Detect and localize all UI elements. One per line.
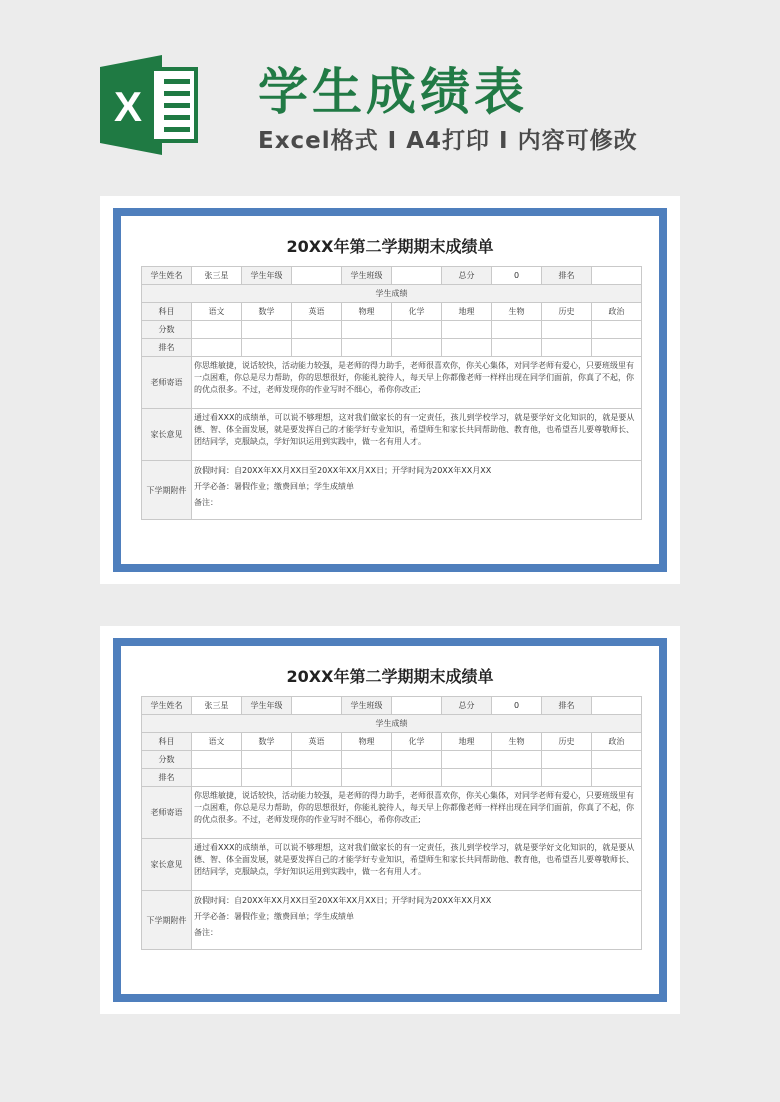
- attach-notes[interactable]: [192, 891, 642, 950]
- subject-row: [142, 303, 642, 321]
- page-subtitle: Excel格式 I A4打印 I 内容可修改: [258, 128, 638, 154]
- page-title: 学生成绩表: [258, 63, 528, 121]
- sheet-border: [113, 638, 667, 1002]
- rank-label: 排名: [542, 267, 592, 285]
- name-label: 学生姓名: [142, 267, 192, 285]
- subject-cell: 历史: [542, 733, 592, 751]
- score-cell[interactable]: [192, 321, 242, 339]
- subject-cell: 生物: [492, 303, 542, 321]
- class-value[interactable]: [392, 267, 442, 285]
- rank-value[interactable]: [592, 697, 642, 715]
- rank-cell[interactable]: [292, 339, 342, 357]
- teacher-label: 老师寄语: [142, 357, 192, 409]
- subject-cell: 数学: [242, 733, 292, 751]
- name-label: 学生姓名: [142, 697, 192, 715]
- logo-letter: X: [113, 83, 143, 130]
- subject-label: 科目: [142, 303, 192, 321]
- sheet-border: [113, 208, 667, 572]
- score-cell[interactable]: [342, 321, 392, 339]
- name-value[interactable]: 张三星: [192, 267, 242, 285]
- attach-row: [142, 461, 642, 520]
- attach-label: 下学期附件: [142, 461, 192, 520]
- subject-cell: 物理: [342, 303, 392, 321]
- excel-icon: [100, 55, 198, 155]
- rank-cell[interactable]: [192, 769, 242, 787]
- rank-cell[interactable]: [542, 769, 592, 787]
- rank-row-label: 排名: [142, 339, 192, 357]
- subject-cell: 英语: [292, 303, 342, 321]
- rank-cell[interactable]: [492, 769, 542, 787]
- parent-label: 家长意见: [142, 839, 192, 891]
- total-value[interactable]: 0: [492, 267, 542, 285]
- score-cell[interactable]: [442, 321, 492, 339]
- subject-cell: 英语: [292, 733, 342, 751]
- subject-cell: 语文: [192, 733, 242, 751]
- subject-cell: 历史: [542, 303, 592, 321]
- score-row-label: 分数: [142, 321, 192, 339]
- scores-header: 学生成绩: [142, 285, 642, 303]
- sheet-body: [121, 216, 659, 564]
- subject-cell: 地理: [442, 303, 492, 321]
- rank-row: [142, 769, 642, 787]
- header: [0, 0, 780, 190]
- subject-label: 科目: [142, 733, 192, 751]
- score-cell[interactable]: [242, 321, 292, 339]
- score-cell[interactable]: [492, 751, 542, 769]
- total-label: 总分: [442, 697, 492, 715]
- grade-label: 学生年级: [242, 267, 292, 285]
- rank-cell[interactable]: [292, 769, 342, 787]
- score-cell[interactable]: [192, 751, 242, 769]
- parent-comment[interactable]: 通过看XXX的成绩单，可以说不够理想，这对我们做家长的有一定责任，孩儿到学校学习，就是要学好文化知识的，就是要从德、智、体全面发展，就是要发挥自己的才能学好专业知识，希望师生和家长共同帮助他、教育他，也希望吾儿要尊敬师长、团结同学，克服缺点，学好知识运用到实践中，做一名有用人才。: [192, 839, 642, 891]
- grade-value[interactable]: [292, 697, 342, 715]
- teacher-row: [142, 787, 642, 839]
- class-value[interactable]: [392, 697, 442, 715]
- subject-cell: 生物: [492, 733, 542, 751]
- grade-label: 学生年级: [242, 697, 292, 715]
- rank-label: 排名: [542, 697, 592, 715]
- rank-cell[interactable]: [442, 339, 492, 357]
- subject-cell: 化学: [392, 303, 442, 321]
- rank-cell[interactable]: [392, 769, 442, 787]
- sheet-title: 20XX年第二学期期末成绩单: [286, 237, 494, 256]
- class-label: 学生班级: [342, 267, 392, 285]
- remark-note: 备注：: [194, 928, 218, 937]
- score-cell[interactable]: [592, 321, 642, 339]
- info-row: [142, 267, 642, 285]
- rank-cell[interactable]: [242, 769, 292, 787]
- sheet-page-1: [100, 196, 680, 584]
- rank-cell[interactable]: [342, 769, 392, 787]
- score-cell[interactable]: [592, 751, 642, 769]
- subject-cell: 政治: [592, 733, 642, 751]
- holiday-note: 放假时间：自20XX年XX月XX日至20XX年XX月XX日；开学时间为20XX年XX月XX: [194, 466, 492, 475]
- class-label: 学生班级: [342, 697, 392, 715]
- attach-notes[interactable]: [192, 461, 642, 520]
- remark-note: 备注：: [194, 498, 218, 507]
- scores-header: 学生成绩: [142, 715, 642, 733]
- attach-label: 下学期附件: [142, 891, 192, 950]
- score-cell[interactable]: [292, 751, 342, 769]
- parent-row: [142, 409, 642, 461]
- grade-table: [141, 696, 642, 950]
- total-label: 总分: [442, 267, 492, 285]
- score-cell[interactable]: [442, 751, 492, 769]
- rank-cell[interactable]: [592, 769, 642, 787]
- subject-cell: 语文: [192, 303, 242, 321]
- score-cell[interactable]: [392, 751, 442, 769]
- score-cell[interactable]: [392, 321, 442, 339]
- score-row: [142, 321, 642, 339]
- rank-cell[interactable]: [492, 339, 542, 357]
- score-cell[interactable]: [492, 321, 542, 339]
- score-cell[interactable]: [292, 321, 342, 339]
- parent-comment[interactable]: 通过看XXX的成绩单，可以说不够理想，这对我们做家长的有一定责任，孩儿到学校学习，就是要学好文化知识的，就是要从德、智、体全面发展，就是要发挥自己的才能学好专业知识，希望师生和家长共同帮助他、教育他，也希望吾儿要尊敬师长、团结同学，克服缺点，学好知识运用到实践中，做一名有用人才。: [192, 409, 642, 461]
- parent-row: [142, 839, 642, 891]
- rank-cell[interactable]: [542, 339, 592, 357]
- subject-cell: 化学: [392, 733, 442, 751]
- rank-row: [142, 339, 642, 357]
- rank-cell[interactable]: [392, 339, 442, 357]
- attach-row: [142, 891, 642, 950]
- sheet-page-2: [100, 626, 680, 1014]
- subject-cell: 物理: [342, 733, 392, 751]
- score-cell[interactable]: [542, 751, 592, 769]
- parent-label: 家长意见: [142, 409, 192, 461]
- rank-cell[interactable]: [342, 339, 392, 357]
- subject-cell: 数学: [242, 303, 292, 321]
- teacher-comment[interactable]: 你思维敏捷，说话较快，活动能力较强，是老师的得力助手，老师很喜欢你，你关心集体，对同学老师有爱心，只要班级里有一点困难，你总是尽力帮助，你的思想很好，你能礼貌待人，每天早上你都像老师一样样出现在同学们面前，你真了不起，你的优点很多。不过，老师发现你的作业写时不细心，希你你改正;: [192, 357, 642, 409]
- scores-header-row: [142, 285, 642, 303]
- teacher-comment[interactable]: 你思维敏捷，说话较快，活动能力较强，是老师的得力助手，老师很喜欢你，你关心集体，对同学老师有爱心，只要班级里有一点困难，你总是尽力帮助，你的思想很好，你能礼貌待人，每天早上你都像老师一样样出现在同学们面前，你真了不起，你的优点很多。不过，老师发现你的作业写时不细心，希你你改正;: [192, 787, 642, 839]
- teacher-row: [142, 357, 642, 409]
- rank-value[interactable]: [592, 267, 642, 285]
- sheet-body: [121, 646, 659, 994]
- rank-cell[interactable]: [242, 339, 292, 357]
- holiday-note: 放假时间：自20XX年XX月XX日至20XX年XX月XX日；开学时间为20XX年XX月XX: [194, 896, 492, 905]
- name-value[interactable]: 张三星: [192, 697, 242, 715]
- score-cell[interactable]: [242, 751, 292, 769]
- rank-cell[interactable]: [442, 769, 492, 787]
- supplies-note: 开学必备：暑假作业；缴费回单；学生成绩单: [194, 482, 354, 491]
- total-value[interactable]: 0: [492, 697, 542, 715]
- supplies-note: 开学必备：暑假作业；缴费回单；学生成绩单: [194, 912, 354, 921]
- rank-cell[interactable]: [592, 339, 642, 357]
- rank-cell[interactable]: [192, 339, 242, 357]
- score-row: [142, 751, 642, 769]
- info-row: [142, 697, 642, 715]
- sheet-title: 20XX年第二学期期末成绩单: [286, 667, 494, 686]
- subject-cell: 政治: [592, 303, 642, 321]
- scores-header-row: [142, 715, 642, 733]
- subject-cell: 地理: [442, 733, 492, 751]
- teacher-label: 老师寄语: [142, 787, 192, 839]
- score-row-label: 分数: [142, 751, 192, 769]
- score-cell[interactable]: [342, 751, 392, 769]
- subject-row: [142, 733, 642, 751]
- score-cell[interactable]: [542, 321, 592, 339]
- grade-table: [141, 266, 642, 520]
- rank-row-label: 排名: [142, 769, 192, 787]
- grade-value[interactable]: [292, 267, 342, 285]
